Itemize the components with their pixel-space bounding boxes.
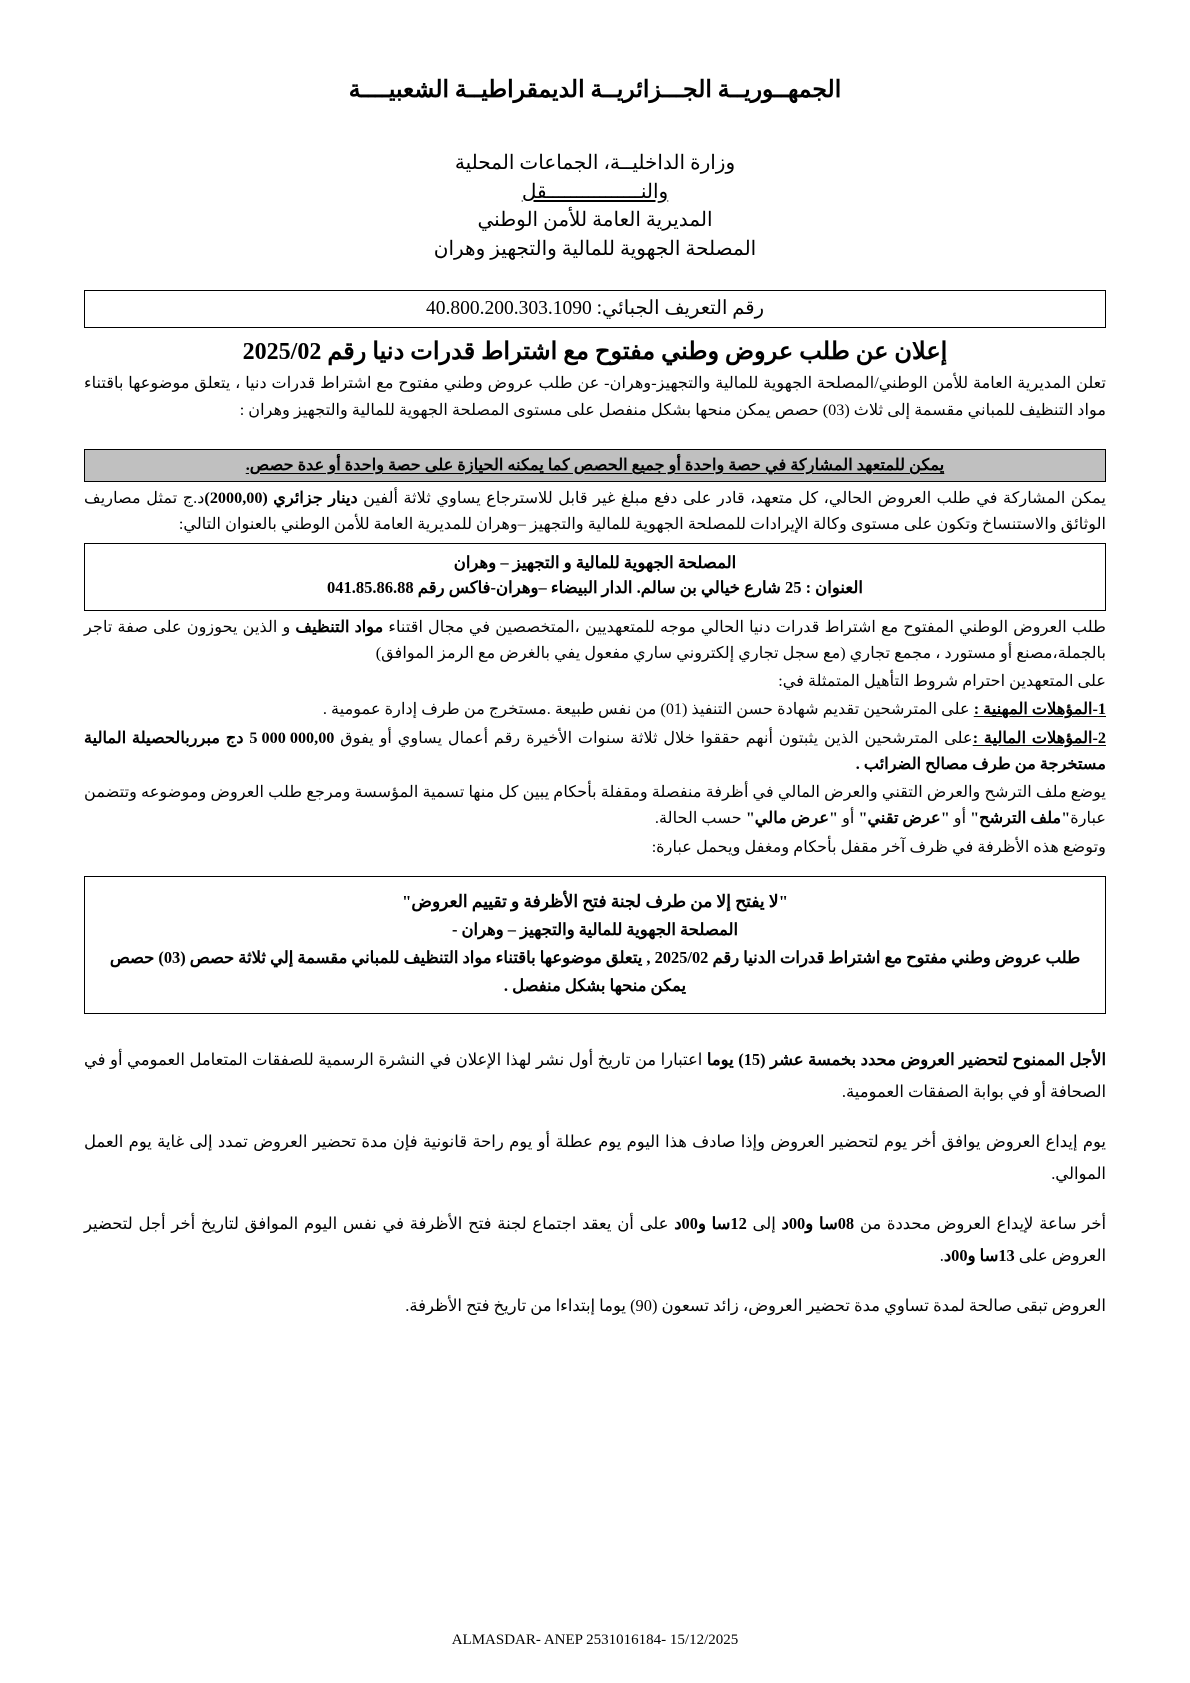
deadline-hours-text-a: أخر ساعة لإيداع العروض محددة من	[854, 1213, 1107, 1233]
envelope-marking-box	[84, 876, 1106, 1014]
envelope-marking-line-3: طلب عروض وطني مفتوح مع اشتراط قدرات الدنيا رقم 2025/02 , يتعلق موضوعها باقتناء مواد التنظيف للمباني مقسمة إلي ثلاثة حصص (03) حصص يمكن منحها بشكل منفصل .	[109, 948, 1081, 996]
deadline-preparation-text: اعتبارا من تاريخ أول نشر لهذا الإعلان في النشرة الرسمية للصفقات المتعامل العمومي أو في الصحافة أو في بوابة الصفقات العمومية.	[84, 1049, 1106, 1101]
qualification-item-financial-label: 2-المؤهلات المالية :	[972, 728, 1106, 747]
address-box	[84, 543, 1106, 611]
participation-fee-text-1: يمكن المشاركة في طلب العروض الحالي، كل متعهد، قادر على دفع مبلغ غير قابل للاسترجاع يساوي ثلاثة ألفين	[357, 488, 1107, 507]
address-service-name: المصلحة الجهوية للمالية و التجهيز – وهران	[453, 553, 737, 573]
offer-label-candidacy: "ملف الترشح"	[970, 809, 1071, 828]
deadline-preparation-paragraph	[84, 1044, 1106, 1108]
ministry-line-2: والنــــــــــــــــقل	[521, 180, 669, 203]
qualification-item-financial-text: على المترشحين الذين يثبتون أنهم حققوا خلال ثلاثة سنوات الأخيرة رقم أعمال يساوي أو يفوق	[334, 728, 973, 747]
tax-identification-box: رقم التعريف الجبائي: 40.800.200.303.1090	[84, 290, 1106, 328]
scope-text-2: و الذين يحوزون على صفة تاجر بالجملة،مصنع أو مستورد ، مجمع تجاري (مع سجل تجاري إلكتروني ساري مفعول يفي بالغرض مع الرمز الموافق)	[84, 617, 1106, 662]
offer-label-technical: "عرض تقني"	[858, 809, 950, 828]
offer-label-financial: "عرض مالي"	[745, 809, 839, 828]
lots-participation-notice-text: يمكن للمتعهد المشاركة في حصة واحدة أو جميع الحصص كما يمكنه الحيازة على حصة واحدة أو عدة حصص.	[245, 455, 945, 474]
intro-paragraph: تعلن المديرية العامة للأمن الوطني/المصلحة الجهوية للمالية والتجهيز-وهران- عن طلب عروض وطني مفتوح مع اشتراط قدرات دنيا ، يتعلق موضوعها باقتناء مواد التنظيف للمباني مقسمة إلى ثلاث (03) حصص يمكن منحها بشكل منفصل على مستوى المصلحة الجهوية للمالية والتجهيز وهران :	[84, 374, 1106, 419]
participation-fee-text-2: د.ج تمثل مصاريف الوثائق والاستنساخ وتكون على مستوى وكالة الإيرادات للمصلحة الجهوية للمالية والتجهيز –وهران للمديرية العامة للأمن الوطني بالعنوان التالي:	[84, 488, 1106, 533]
scope-text-1: طلب العروض الوطني المفتوح مع اشتراط قدرات دنيا الحالي موجه للمتعهديين ،المتخصصين في مجال اقتناء	[383, 617, 1107, 636]
deadline-hours-start: 08سا و00د	[781, 1213, 855, 1233]
deadline-hours-paragraph	[84, 1208, 1106, 1272]
qualification-item-professional	[84, 696, 1106, 722]
footer-anep-reference: ALMASDAR- ANEP 2531016184- 15/12/2025	[451, 1632, 739, 1648]
lots-participation-notice	[84, 449, 1106, 482]
deadline-section	[84, 1044, 1106, 1322]
deadline-preparation-lead: الأجل الممنوح لتحضير العروض محدد بخمسة عشر (15) يوما	[706, 1049, 1106, 1069]
deadline-opening-time: 13سا و00د	[943, 1245, 1015, 1265]
offer-envelopes-text-1: يوضع ملف الترشح والعرض التقني والعرض المالي في أظرفة منفصلة ومقفلة بأحكام يبين كل منها تسمية المؤسسة ومرجع طلب العروض وموضوعه وتتضمن عبارة	[84, 783, 1106, 828]
offer-envelopes-paragraph	[84, 779, 1106, 831]
deadline-holiday-paragraph: يوم إيداع العروض يوافق أخر يوم لتحضير العروض وإذا صادف هذا اليوم يوم عطلة أو يوم راحة قانونية فإن مدة تحضير العروض تمدد إلى غاية يوم العمل الموالي.	[84, 1131, 1106, 1183]
qualification-intro: على المتعهدين احترام شروط التأهيل المتمثلة في:	[778, 672, 1106, 691]
participation-fee-amount: دينار جزائري (2000,00)	[204, 488, 358, 507]
deadline-hours-text-d: .	[939, 1245, 944, 1265]
envelope-marking-line-1: "لا يفتح إلا من طرف لجنة فتح الأظرفة و تقييم العروض"	[401, 891, 789, 911]
ministry-line-3: المديرية العامة للأمن الوطني	[477, 209, 713, 232]
scope-highlight: مواد التنظيف	[295, 617, 384, 636]
offer-or-1: أو	[949, 809, 971, 828]
ministry-line-1: وزارة الداخليــة، الجماعات المحلية	[454, 151, 736, 174]
qualification-item-financial-currency: دج مبرربالحصيلة المالية مستخرجة من طرف مصالح الضرائب .	[84, 728, 1106, 773]
deadline-hours-end: 12سا و00د	[674, 1213, 747, 1233]
deadline-hours-text-c: على أن يعقد اجتماع لجنة فتح الأظرفة في نفس اليوم الموافق لتاريخ أخر أجل لتحضير العروض على	[84, 1213, 1106, 1265]
qualification-item-professional-text: على المترشحين تقديم شهادة حسن التنفيذ (01) من نفس طبيعة .مستخرج من طرف إدارة عمومية .	[322, 700, 974, 719]
scope-paragraph	[84, 614, 1106, 666]
offer-validity-paragraph: العروض تبقى صالحة لمدة تساوي مدة تحضير العروض، زائد تسعون (90) يوما إبتداءا من تاريخ فتح الأظرفة.	[405, 1295, 1106, 1315]
ministry-block	[84, 149, 1106, 264]
page-title: إعلان عن طلب عروض وطني مفتوح مع اشتراط قدرات دنيا رقم 2025/02	[242, 339, 948, 366]
qualification-item-professional-label: 1-المؤهلات المهنية :	[973, 700, 1106, 719]
offer-envelopes-text-2: حسب الحالة.	[654, 809, 746, 828]
outer-envelope-paragraph: وتوضع هذه الأظرفة في ظرف آخر مقفل بأحكام ومغفل ويحمل عبارة:	[651, 837, 1106, 856]
republic-header: الجمهــوريــة الجـــزائريــة الديمقراطيــة الشعبيــــة	[348, 77, 842, 103]
participation-fee-paragraph	[84, 485, 1106, 537]
deadline-hours-text-b: إلى	[746, 1213, 782, 1233]
envelope-marking-line-2: المصلحة الجهوية للمالية والتجهيز – وهران -	[451, 920, 739, 940]
qualification-item-financial	[84, 725, 1106, 777]
ministry-line-4: المصلحة الجهوية للمالية والتجهيز وهران	[433, 238, 757, 261]
qualification-item-financial-amount: 5 000 000,00	[249, 728, 335, 747]
address-street-fax: العنوان : 25 شارع خيالي بن سالم. الدار البيضاء –وهران-فاكس رقم 041.85.86.88	[327, 577, 863, 597]
offer-or-2: أو	[838, 809, 859, 828]
